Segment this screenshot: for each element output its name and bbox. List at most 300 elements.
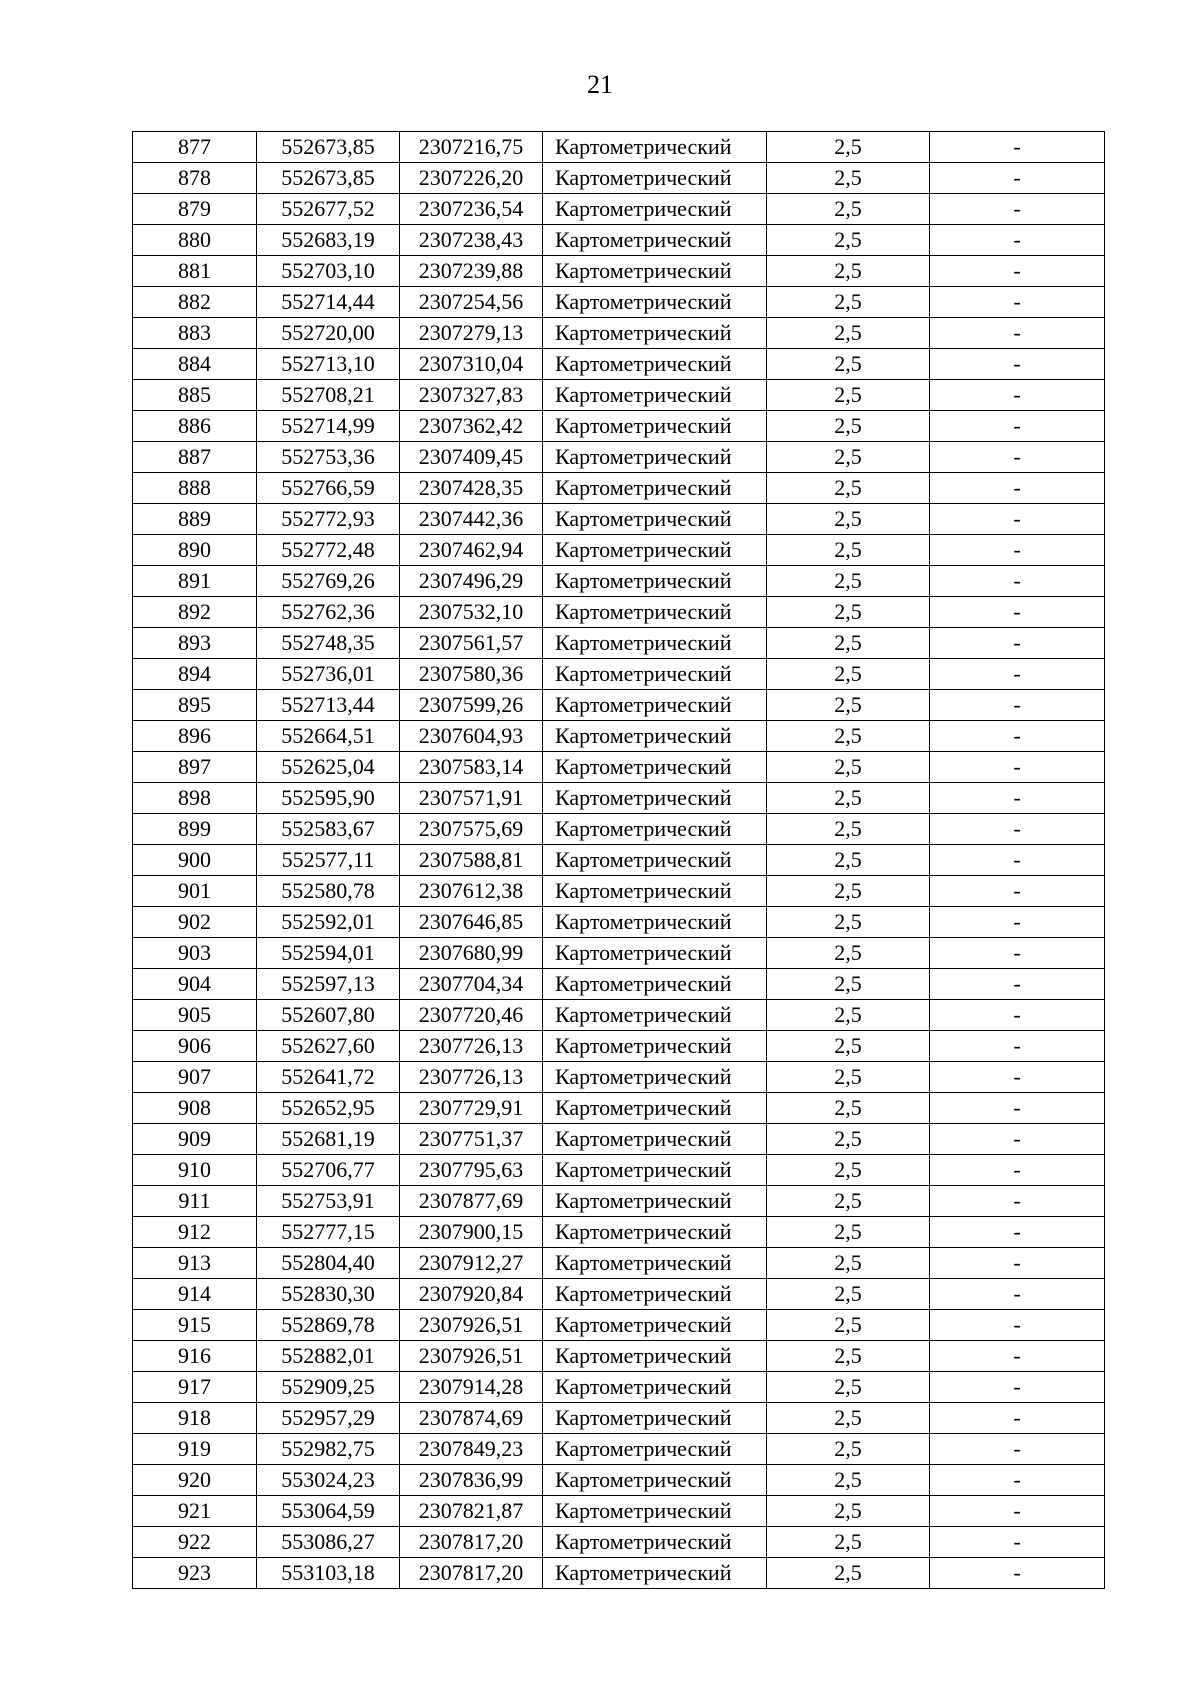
method-cell: Картометрический	[543, 659, 767, 690]
accuracy-cell: 2,5	[767, 1062, 930, 1093]
table-row	[133, 1279, 1105, 1310]
description-cell: -	[930, 318, 1105, 349]
y-coordinate-cell: 2307561,57	[400, 628, 543, 659]
table-row	[133, 1465, 1105, 1496]
table-row	[133, 442, 1105, 473]
point-number-cell: 921	[133, 1496, 257, 1527]
y-coordinate-cell: 2307729,91	[400, 1093, 543, 1124]
table-row	[133, 380, 1105, 411]
accuracy-cell: 2,5	[767, 442, 930, 473]
description-cell: -	[930, 473, 1105, 504]
method-cell: Картометрический	[543, 876, 767, 907]
table-row	[133, 1434, 1105, 1465]
table-row	[133, 535, 1105, 566]
accuracy-cell: 2,5	[767, 163, 930, 194]
table-row	[133, 969, 1105, 1000]
y-coordinate-cell: 2307926,51	[400, 1341, 543, 1372]
y-coordinate-cell: 2307912,27	[400, 1248, 543, 1279]
method-cell: Картометрический	[543, 1248, 767, 1279]
y-coordinate-cell: 2307327,83	[400, 380, 543, 411]
point-number-cell: 894	[133, 659, 257, 690]
accuracy-cell: 2,5	[767, 1155, 930, 1186]
description-cell: -	[930, 1062, 1105, 1093]
accuracy-cell: 2,5	[767, 1372, 930, 1403]
method-cell: Картометрический	[543, 411, 767, 442]
method-cell: Картометрический	[543, 690, 767, 721]
description-cell: -	[930, 1403, 1105, 1434]
accuracy-cell: 2,5	[767, 566, 930, 597]
method-cell: Картометрический	[543, 938, 767, 969]
table-row	[133, 783, 1105, 814]
accuracy-cell: 2,5	[767, 1000, 930, 1031]
accuracy-cell: 2,5	[767, 690, 930, 721]
accuracy-cell: 2,5	[767, 1217, 930, 1248]
table-row	[133, 1031, 1105, 1062]
accuracy-cell: 2,5	[767, 194, 930, 225]
y-coordinate-cell: 2307836,99	[400, 1465, 543, 1496]
accuracy-cell: 2,5	[767, 1527, 930, 1558]
description-cell: -	[930, 256, 1105, 287]
x-coordinate-cell: 552592,01	[257, 907, 400, 938]
method-cell: Картометрический	[543, 194, 767, 225]
x-coordinate-cell: 552869,78	[257, 1310, 400, 1341]
description-cell: -	[930, 1310, 1105, 1341]
accuracy-cell: 2,5	[767, 1031, 930, 1062]
x-coordinate-cell: 552714,99	[257, 411, 400, 442]
coordinates-table	[132, 131, 1105, 1589]
accuracy-cell: 2,5	[767, 318, 930, 349]
y-coordinate-cell: 2307900,15	[400, 1217, 543, 1248]
table-row	[133, 938, 1105, 969]
accuracy-cell: 2,5	[767, 628, 930, 659]
y-coordinate-cell: 2307239,88	[400, 256, 543, 287]
table-row	[133, 1093, 1105, 1124]
y-coordinate-cell: 2307575,69	[400, 814, 543, 845]
accuracy-cell: 2,5	[767, 721, 930, 752]
point-number-cell: 917	[133, 1372, 257, 1403]
x-coordinate-cell: 552673,85	[257, 163, 400, 194]
description-cell: -	[930, 907, 1105, 938]
table-row	[133, 504, 1105, 535]
y-coordinate-cell: 2307236,54	[400, 194, 543, 225]
accuracy-cell: 2,5	[767, 473, 930, 504]
accuracy-cell: 2,5	[767, 504, 930, 535]
point-number-cell: 900	[133, 845, 257, 876]
y-coordinate-cell: 2307588,81	[400, 845, 543, 876]
method-cell: Картометрический	[543, 597, 767, 628]
description-cell: -	[930, 1527, 1105, 1558]
table-row	[133, 814, 1105, 845]
table-row	[133, 1403, 1105, 1434]
y-coordinate-cell: 2307604,93	[400, 721, 543, 752]
x-coordinate-cell: 552641,72	[257, 1062, 400, 1093]
description-cell: -	[930, 535, 1105, 566]
point-number-cell: 909	[133, 1124, 257, 1155]
method-cell: Картометрический	[543, 1527, 767, 1558]
y-coordinate-cell: 2307532,10	[400, 597, 543, 628]
point-number-cell: 916	[133, 1341, 257, 1372]
table-row	[133, 1000, 1105, 1031]
coordinates-table-body	[133, 132, 1105, 1589]
table-row	[133, 1496, 1105, 1527]
table-row	[133, 566, 1105, 597]
method-cell: Картометрический	[543, 566, 767, 597]
y-coordinate-cell: 2307599,26	[400, 690, 543, 721]
table-row	[133, 1558, 1105, 1589]
description-cell: -	[930, 1217, 1105, 1248]
y-coordinate-cell: 2307279,13	[400, 318, 543, 349]
y-coordinate-cell: 2307817,20	[400, 1558, 543, 1589]
y-coordinate-cell: 2307817,20	[400, 1527, 543, 1558]
accuracy-cell: 2,5	[767, 938, 930, 969]
table-row	[133, 225, 1105, 256]
point-number-cell: 922	[133, 1527, 257, 1558]
point-number-cell: 880	[133, 225, 257, 256]
x-coordinate-cell: 552882,01	[257, 1341, 400, 1372]
point-number-cell: 915	[133, 1310, 257, 1341]
table-row	[133, 1124, 1105, 1155]
x-coordinate-cell: 552577,11	[257, 845, 400, 876]
accuracy-cell: 2,5	[767, 380, 930, 411]
x-coordinate-cell: 552713,44	[257, 690, 400, 721]
description-cell: -	[930, 969, 1105, 1000]
point-number-cell: 907	[133, 1062, 257, 1093]
x-coordinate-cell: 552703,10	[257, 256, 400, 287]
point-number-cell: 883	[133, 318, 257, 349]
accuracy-cell: 2,5	[767, 1248, 930, 1279]
method-cell: Картометрический	[543, 163, 767, 194]
y-coordinate-cell: 2307428,35	[400, 473, 543, 504]
table-row	[133, 1248, 1105, 1279]
description-cell: -	[930, 1279, 1105, 1310]
x-coordinate-cell: 552713,10	[257, 349, 400, 380]
x-coordinate-cell: 552804,40	[257, 1248, 400, 1279]
point-number-cell: 888	[133, 473, 257, 504]
x-coordinate-cell: 552706,77	[257, 1155, 400, 1186]
page-number: 21	[587, 70, 613, 99]
accuracy-cell: 2,5	[767, 814, 930, 845]
accuracy-cell: 2,5	[767, 597, 930, 628]
table-row	[133, 1062, 1105, 1093]
description-cell: -	[930, 1155, 1105, 1186]
accuracy-cell: 2,5	[767, 1310, 930, 1341]
x-coordinate-cell: 552777,15	[257, 1217, 400, 1248]
y-coordinate-cell: 2307442,36	[400, 504, 543, 535]
description-cell: -	[930, 783, 1105, 814]
description-cell: -	[930, 814, 1105, 845]
method-cell: Картометрический	[543, 1124, 767, 1155]
description-cell: -	[930, 380, 1105, 411]
table-row	[133, 876, 1105, 907]
description-cell: -	[930, 132, 1105, 163]
x-coordinate-cell: 552625,04	[257, 752, 400, 783]
point-number-cell: 898	[133, 783, 257, 814]
method-cell: Картометрический	[543, 380, 767, 411]
description-cell: -	[930, 1248, 1105, 1279]
method-cell: Картометрический	[543, 1403, 767, 1434]
method-cell: Картометрический	[543, 721, 767, 752]
description-cell: -	[930, 194, 1105, 225]
method-cell: Картометрический	[543, 628, 767, 659]
description-cell: -	[930, 690, 1105, 721]
table-row	[133, 287, 1105, 318]
point-number-cell: 879	[133, 194, 257, 225]
y-coordinate-cell: 2307216,75	[400, 132, 543, 163]
description-cell: -	[930, 1124, 1105, 1155]
accuracy-cell: 2,5	[767, 876, 930, 907]
point-number-cell: 878	[133, 163, 257, 194]
x-coordinate-cell: 552753,36	[257, 442, 400, 473]
y-coordinate-cell: 2307238,43	[400, 225, 543, 256]
accuracy-cell: 2,5	[767, 225, 930, 256]
accuracy-cell: 2,5	[767, 969, 930, 1000]
point-number-cell: 923	[133, 1558, 257, 1589]
method-cell: Картометрический	[543, 1372, 767, 1403]
point-number-cell: 889	[133, 504, 257, 535]
x-coordinate-cell: 552677,52	[257, 194, 400, 225]
point-number-cell: 887	[133, 442, 257, 473]
point-number-cell: 881	[133, 256, 257, 287]
method-cell: Картометрический	[543, 1434, 767, 1465]
point-number-cell: 891	[133, 566, 257, 597]
description-cell: -	[930, 659, 1105, 690]
x-coordinate-cell: 552714,44	[257, 287, 400, 318]
method-cell: Картометрический	[543, 1217, 767, 1248]
y-coordinate-cell: 2307726,13	[400, 1031, 543, 1062]
y-coordinate-cell: 2307914,28	[400, 1372, 543, 1403]
method-cell: Картометрический	[543, 1310, 767, 1341]
accuracy-cell: 2,5	[767, 1403, 930, 1434]
x-coordinate-cell: 552580,78	[257, 876, 400, 907]
y-coordinate-cell: 2307849,23	[400, 1434, 543, 1465]
accuracy-cell: 2,5	[767, 1496, 930, 1527]
accuracy-cell: 2,5	[767, 1279, 930, 1310]
description-cell: -	[930, 1031, 1105, 1062]
y-coordinate-cell: 2307821,87	[400, 1496, 543, 1527]
y-coordinate-cell: 2307310,04	[400, 349, 543, 380]
accuracy-cell: 2,5	[767, 132, 930, 163]
point-number-cell: 897	[133, 752, 257, 783]
point-number-cell: 893	[133, 628, 257, 659]
x-coordinate-cell: 552769,26	[257, 566, 400, 597]
point-number-cell: 896	[133, 721, 257, 752]
x-coordinate-cell: 552766,59	[257, 473, 400, 504]
x-coordinate-cell: 552664,51	[257, 721, 400, 752]
y-coordinate-cell: 2307704,34	[400, 969, 543, 1000]
method-cell: Картометрический	[543, 504, 767, 535]
description-cell: -	[930, 752, 1105, 783]
method-cell: Картометрический	[543, 814, 767, 845]
description-cell: -	[930, 1558, 1105, 1589]
method-cell: Картометрический	[543, 969, 767, 1000]
accuracy-cell: 2,5	[767, 1341, 930, 1372]
point-number-cell: 884	[133, 349, 257, 380]
description-cell: -	[930, 1465, 1105, 1496]
y-coordinate-cell: 2307926,51	[400, 1310, 543, 1341]
y-coordinate-cell: 2307874,69	[400, 1403, 543, 1434]
x-coordinate-cell: 552683,19	[257, 225, 400, 256]
x-coordinate-cell: 552762,36	[257, 597, 400, 628]
table-row	[133, 721, 1105, 752]
accuracy-cell: 2,5	[767, 752, 930, 783]
point-number-cell: 886	[133, 411, 257, 442]
method-cell: Картометрический	[543, 349, 767, 380]
y-coordinate-cell: 2307496,29	[400, 566, 543, 597]
method-cell: Картометрический	[543, 783, 767, 814]
y-coordinate-cell: 2307646,85	[400, 907, 543, 938]
table-row	[133, 659, 1105, 690]
table-row	[133, 752, 1105, 783]
description-cell: -	[930, 163, 1105, 194]
table-row	[133, 1155, 1105, 1186]
x-coordinate-cell: 553064,59	[257, 1496, 400, 1527]
point-number-cell: 899	[133, 814, 257, 845]
x-coordinate-cell: 552909,25	[257, 1372, 400, 1403]
description-cell: -	[930, 876, 1105, 907]
point-number-cell: 895	[133, 690, 257, 721]
accuracy-cell: 2,5	[767, 256, 930, 287]
y-coordinate-cell: 2307462,94	[400, 535, 543, 566]
table-row	[133, 597, 1105, 628]
y-coordinate-cell: 2307920,84	[400, 1279, 543, 1310]
point-number-cell: 903	[133, 938, 257, 969]
table-row	[133, 1527, 1105, 1558]
description-cell: -	[930, 442, 1105, 473]
accuracy-cell: 2,5	[767, 1093, 930, 1124]
table-row	[133, 690, 1105, 721]
method-cell: Картометрический	[543, 1279, 767, 1310]
method-cell: Картометрический	[543, 907, 767, 938]
accuracy-cell: 2,5	[767, 287, 930, 318]
x-coordinate-cell: 552830,30	[257, 1279, 400, 1310]
method-cell: Картометрический	[543, 256, 767, 287]
table-row	[133, 256, 1105, 287]
table-row	[133, 1341, 1105, 1372]
table-row	[133, 628, 1105, 659]
point-number-cell: 910	[133, 1155, 257, 1186]
accuracy-cell: 2,5	[767, 1465, 930, 1496]
description-cell: -	[930, 1000, 1105, 1031]
point-number-cell: 918	[133, 1403, 257, 1434]
point-number-cell: 904	[133, 969, 257, 1000]
x-coordinate-cell: 552595,90	[257, 783, 400, 814]
description-cell: -	[930, 721, 1105, 752]
description-cell: -	[930, 287, 1105, 318]
x-coordinate-cell: 552652,95	[257, 1093, 400, 1124]
y-coordinate-cell: 2307720,46	[400, 1000, 543, 1031]
description-cell: -	[930, 1341, 1105, 1372]
y-coordinate-cell: 2307795,63	[400, 1155, 543, 1186]
y-coordinate-cell: 2307362,42	[400, 411, 543, 442]
method-cell: Картометрический	[543, 1558, 767, 1589]
table-row	[133, 1217, 1105, 1248]
table-row	[133, 163, 1105, 194]
method-cell: Картометрический	[543, 1341, 767, 1372]
point-number-cell: 892	[133, 597, 257, 628]
point-number-cell: 919	[133, 1434, 257, 1465]
table-row	[133, 132, 1105, 163]
x-coordinate-cell: 552772,48	[257, 535, 400, 566]
table-row	[133, 907, 1105, 938]
accuracy-cell: 2,5	[767, 845, 930, 876]
method-cell: Картометрический	[543, 225, 767, 256]
description-cell: -	[930, 1186, 1105, 1217]
x-coordinate-cell: 552607,80	[257, 1000, 400, 1031]
x-coordinate-cell: 552673,85	[257, 132, 400, 163]
y-coordinate-cell: 2307571,91	[400, 783, 543, 814]
method-cell: Картометрический	[543, 287, 767, 318]
accuracy-cell: 2,5	[767, 659, 930, 690]
y-coordinate-cell: 2307877,69	[400, 1186, 543, 1217]
method-cell: Картометрический	[543, 752, 767, 783]
y-coordinate-cell: 2307680,99	[400, 938, 543, 969]
description-cell: -	[930, 597, 1105, 628]
x-coordinate-cell: 552627,60	[257, 1031, 400, 1062]
point-number-cell: 912	[133, 1217, 257, 1248]
method-cell: Картометрический	[543, 1186, 767, 1217]
x-coordinate-cell: 552720,00	[257, 318, 400, 349]
table-row	[133, 1186, 1105, 1217]
accuracy-cell: 2,5	[767, 1186, 930, 1217]
table-row	[133, 318, 1105, 349]
description-cell: -	[930, 566, 1105, 597]
x-coordinate-cell: 552583,67	[257, 814, 400, 845]
method-cell: Картометрический	[543, 1093, 767, 1124]
method-cell: Картометрический	[543, 1062, 767, 1093]
description-cell: -	[930, 1496, 1105, 1527]
point-number-cell: 908	[133, 1093, 257, 1124]
point-number-cell: 902	[133, 907, 257, 938]
x-coordinate-cell: 552753,91	[257, 1186, 400, 1217]
y-coordinate-cell: 2307583,14	[400, 752, 543, 783]
x-coordinate-cell: 552597,13	[257, 969, 400, 1000]
x-coordinate-cell: 552772,93	[257, 504, 400, 535]
method-cell: Картометрический	[543, 845, 767, 876]
x-coordinate-cell: 553024,23	[257, 1465, 400, 1496]
description-cell: -	[930, 628, 1105, 659]
description-cell: -	[930, 938, 1105, 969]
x-coordinate-cell: 553086,27	[257, 1527, 400, 1558]
description-cell: -	[930, 349, 1105, 380]
table-row	[133, 1372, 1105, 1403]
x-coordinate-cell: 552982,75	[257, 1434, 400, 1465]
point-number-cell: 877	[133, 132, 257, 163]
method-cell: Картометрический	[543, 473, 767, 504]
table-row	[133, 411, 1105, 442]
point-number-cell: 906	[133, 1031, 257, 1062]
x-coordinate-cell: 552736,01	[257, 659, 400, 690]
y-coordinate-cell: 2307409,45	[400, 442, 543, 473]
accuracy-cell: 2,5	[767, 1434, 930, 1465]
x-coordinate-cell: 552594,01	[257, 938, 400, 969]
accuracy-cell: 2,5	[767, 1558, 930, 1589]
method-cell: Картометрический	[543, 1000, 767, 1031]
description-cell: -	[930, 1093, 1105, 1124]
y-coordinate-cell: 2307580,36	[400, 659, 543, 690]
method-cell: Картометрический	[543, 1031, 767, 1062]
description-cell: -	[930, 1434, 1105, 1465]
method-cell: Картометрический	[543, 318, 767, 349]
accuracy-cell: 2,5	[767, 411, 930, 442]
point-number-cell: 890	[133, 535, 257, 566]
method-cell: Картометрический	[543, 1155, 767, 1186]
table-row	[133, 1310, 1105, 1341]
point-number-cell: 911	[133, 1186, 257, 1217]
table-row	[133, 349, 1105, 380]
y-coordinate-cell: 2307254,56	[400, 287, 543, 318]
y-coordinate-cell: 2307226,20	[400, 163, 543, 194]
point-number-cell: 914	[133, 1279, 257, 1310]
